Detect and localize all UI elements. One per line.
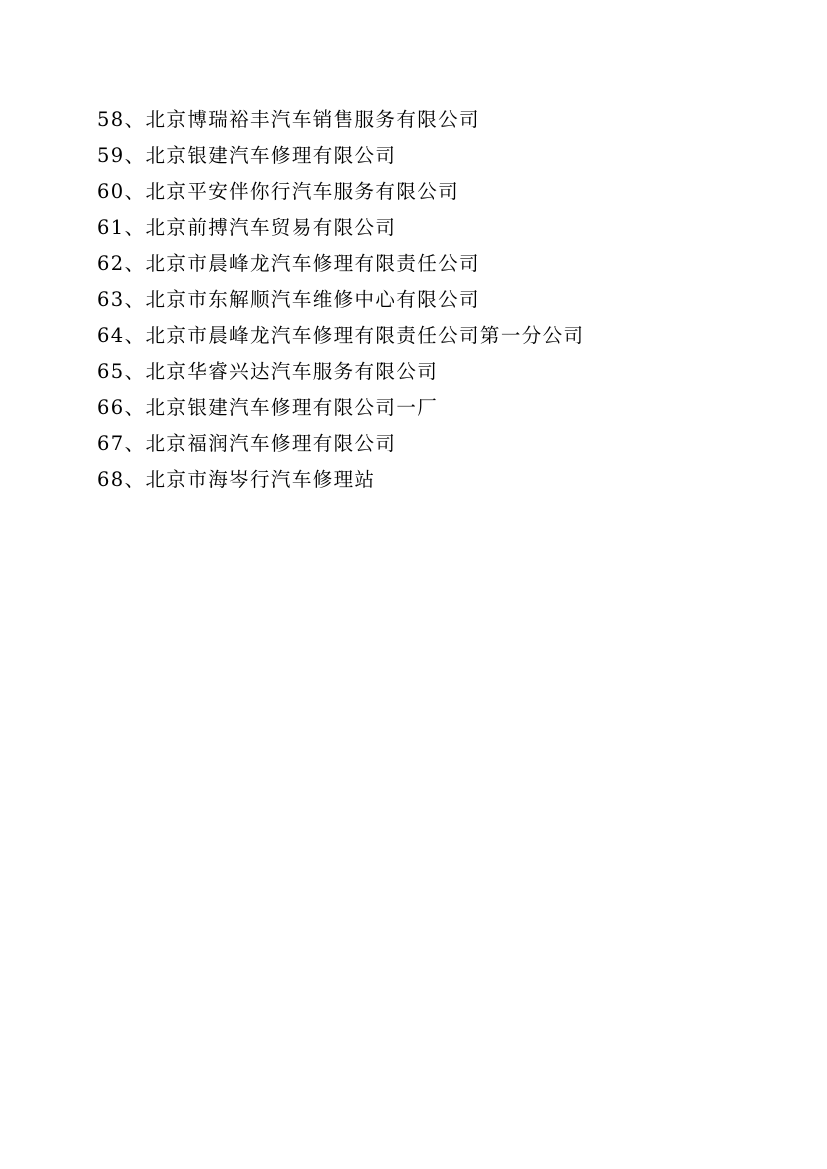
item-number: 61 xyxy=(97,216,125,239)
list-item xyxy=(97,174,584,210)
list-item xyxy=(97,318,584,354)
item-name: 北京前搏汽车贸易有限公司 xyxy=(145,216,397,239)
item-number: 59 xyxy=(97,144,125,167)
item-name: 北京市晨峰龙汽车修理有限责任公司 xyxy=(145,252,480,275)
item-number: 58 xyxy=(97,108,125,131)
item-name: 北京市东解顺汽车维修中心有限公司 xyxy=(145,288,480,311)
list-item xyxy=(97,426,584,462)
item-name: 北京市海岑行汽车修理站 xyxy=(145,468,376,491)
item-name: 北京华睿兴达汽车服务有限公司 xyxy=(145,360,439,383)
list-item xyxy=(97,246,584,282)
item-number: 68 xyxy=(97,468,125,491)
item-name: 北京博瑞裕丰汽车销售服务有限公司 xyxy=(145,108,480,131)
item-number: 64 xyxy=(97,324,125,347)
item-name: 北京银建汽车修理有限公司一厂 xyxy=(145,396,439,419)
item-name: 北京银建汽车修理有限公司 xyxy=(145,144,397,167)
item-number: 60 xyxy=(97,180,125,203)
list-item xyxy=(97,102,584,138)
item-separator: 、 xyxy=(124,252,146,275)
item-name: 北京市晨峰龙汽车修理有限责任公司第一分公司 xyxy=(145,324,585,347)
list-item xyxy=(97,390,584,426)
item-number: 65 xyxy=(97,360,125,383)
list-item xyxy=(97,354,584,390)
list-item xyxy=(97,282,584,318)
list-item xyxy=(97,138,584,174)
item-separator: 、 xyxy=(124,432,146,455)
item-separator: 、 xyxy=(124,144,146,167)
item-separator: 、 xyxy=(124,108,146,131)
item-name: 北京福润汽车修理有限公司 xyxy=(145,432,397,455)
item-name: 北京平安伴你行汽车服务有限公司 xyxy=(145,180,460,203)
company-list xyxy=(97,102,584,498)
item-number: 67 xyxy=(97,432,125,455)
item-separator: 、 xyxy=(124,288,146,311)
item-separator: 、 xyxy=(124,468,146,491)
item-number: 63 xyxy=(97,288,125,311)
item-number: 66 xyxy=(97,396,125,419)
list-item xyxy=(97,210,584,246)
item-separator: 、 xyxy=(124,216,146,239)
item-separator: 、 xyxy=(124,324,146,347)
item-separator: 、 xyxy=(124,396,146,419)
list-item xyxy=(97,462,584,498)
item-separator: 、 xyxy=(124,180,146,203)
item-separator: 、 xyxy=(124,360,146,383)
item-number: 62 xyxy=(97,252,125,275)
